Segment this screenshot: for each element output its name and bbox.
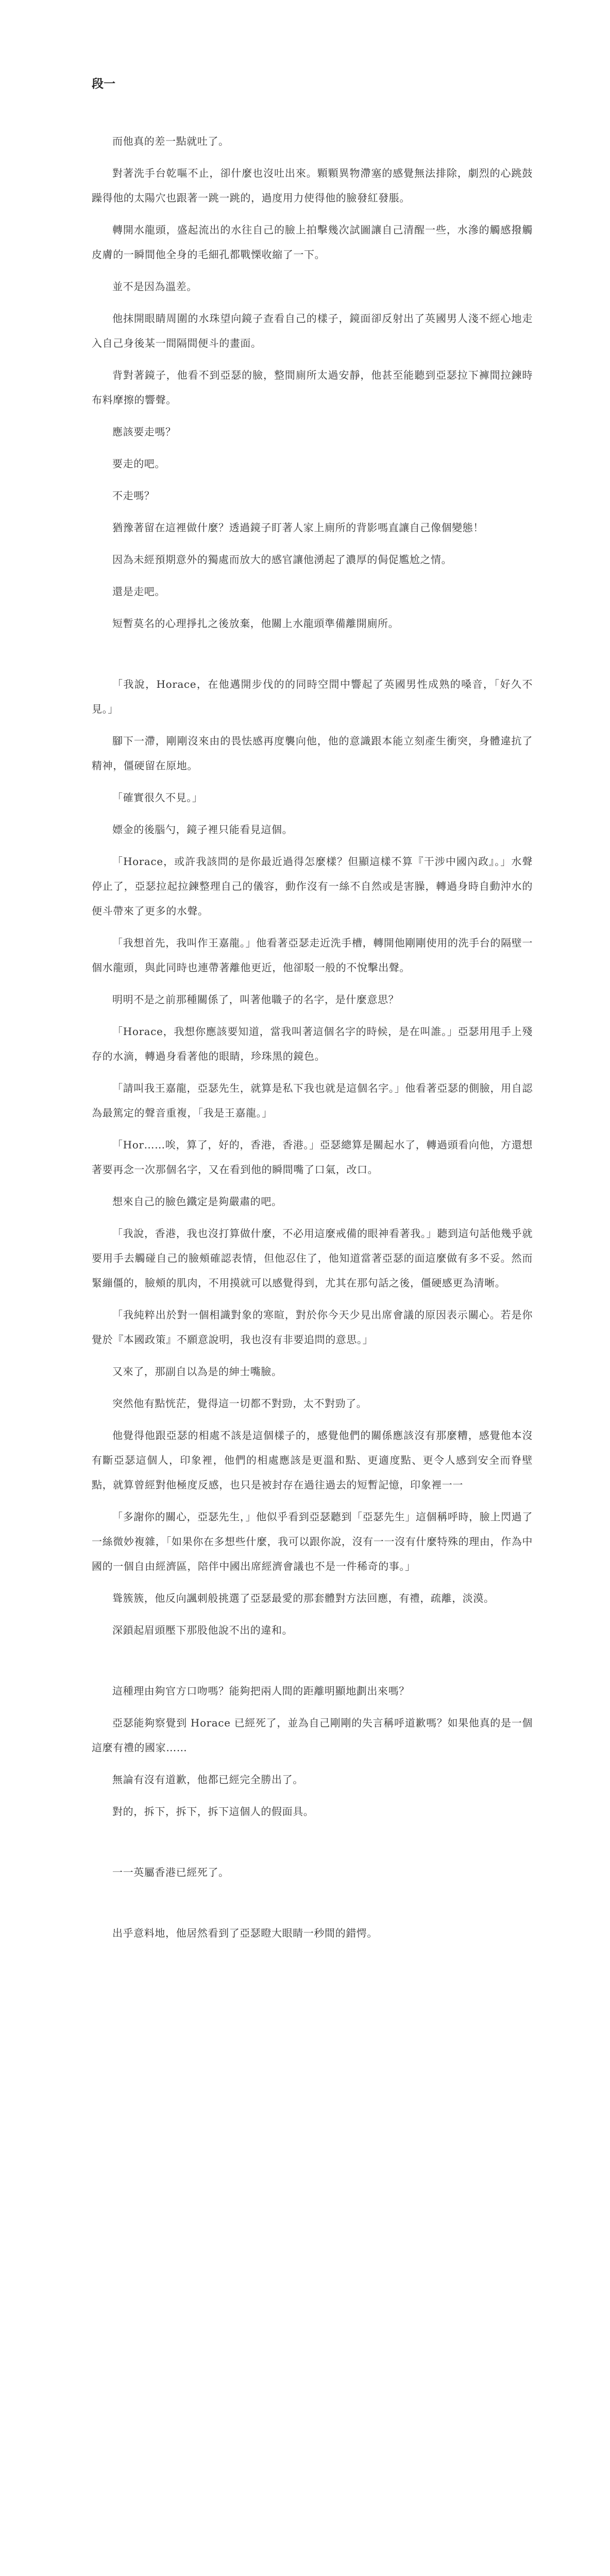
paragraph: 要走的吧。	[112, 457, 165, 470]
paragraph: 轉開水龍頭，盛起流出的水往自己的臉上拍擊幾次試圖讓自己清醒一些，水滲的觸感撥觸皮膚的一瞬間他全身的毛細孔都戰慄收縮了一下。	[92, 223, 533, 261]
section-gap	[92, 1892, 533, 1921]
paragraph: 又來了，那副自以為是的紳士嘴臉。	[112, 1365, 282, 1378]
paragraph: 「Horace，我想你應該要知道，當我叫著這個名字的時候，是在叫誰。」亞瑟用甩手上殘存的水滴，轉過身看著他的眼睛，珍珠黑的鏡色。	[92, 1025, 533, 1062]
paragraph: 亞瑟能夠察覺到 Horace 已經死了，並為自己剛剛的失言稱呼道歉嗎？如果他真的是一個這麼有禮的國家……	[92, 1716, 533, 1754]
paragraph: 應該要走嗎？	[112, 425, 176, 438]
paragraph: 對著洗手台乾嘔不止，卻什麼也沒吐出來。顆顆異物滯塞的感覺無法排除，劇烈的心跳鼓躁得他的太陽穴也跟著一跳一跳的，過度用力使得他的臉發紅發脹。	[92, 166, 533, 204]
paragraph: 並不是因為溫差。	[112, 280, 197, 293]
paragraph: 對的，拆下，拆下，拆下這個人的假面具。	[112, 1805, 314, 1818]
paragraph: 出乎意料地，他居然看到了亞瑟瞪大眼睛一秒間的錯愕。	[112, 1926, 378, 1939]
paragraph: 不走嗎？	[112, 489, 155, 502]
paragraph: 深鎖起眉頭壓下那股他說不出的違和。	[112, 1623, 293, 1636]
section-gap	[92, 1831, 533, 1860]
paragraph: 「我說，Horace，在他邁開步伐的的同時空間中響起了英國男性成熟的嗓音，「好久不見。」	[92, 677, 533, 715]
paragraph: 猶豫著留在這裡做什麼？透過鏡子盯著人家上廁所的背影嗎直讓自己像個變態！	[112, 521, 484, 534]
section-gap	[92, 1650, 533, 1679]
paragraph: 想來自己的臉色鐵定是夠嚴肅的吧。	[112, 1195, 282, 1208]
paragraph: 明明不是之前那種關係了，叫著他職子的名字，是什麼意思？	[112, 993, 399, 1006]
paragraph: 他覺得他跟亞瑟的相處不該是這個樣子的，感覺他們的關係應該沒有那麼糟，感覺他本沒有斷亞瑟這個人，印象裡，他們的相處應該是更溫和點、更適度點、更令人感到安全而脊壁點，就算曾經對他極度反感，也只是被封存在過往過去的短暫記憶，印象裡一一	[92, 1429, 533, 1491]
paragraph: 「確實很久不見。」	[112, 791, 203, 804]
paragraph: 背對著鏡子，他看不到亞瑟的臉，整間廁所太過安靜，他甚至能聽到亞瑟拉下褲間拉鍊時布料摩擦的響聲。	[92, 368, 533, 406]
paragraph: 還是走吧。	[112, 585, 165, 598]
paragraph: 「Hor……唉，算了，好的，香港，香港。」亞瑟總算是關起水了，轉過頭看向他，方還想著要再念一次那個名字，又在看到他的瞬間嘴了口氣，改口。	[92, 1138, 533, 1176]
paragraph: 因為未經預期意外的獨處而放大的感官讓他湧起了濃厚的侷促尷尬之情。	[112, 553, 452, 566]
paragraph: 「Horace，或許我該問的是你最近過得怎麼樣？但顯這樣不算『干涉中國內政』。」水聲停止了，亞瑟拉起拉鍊整理自己的儀容，動作沒有一絲不自然或是害臊，轉過身時自動沖水的便斗帶來了更多的水聲。	[92, 855, 533, 917]
paragraph: 「多謝你的關心，亞瑟先生，」他似乎看到亞瑟聽到「亞瑟先生」這個稱呼時，臉上閃過了一絲微妙複雜，「如果你在多想些什麼，我可以跟你說，沒有一一沒有什麼特殊的理由，作為中國的一個自由經濟區，陪伴中國出席經濟會議也不是一件稀奇的事。」	[92, 1510, 533, 1572]
section-heading: 段一	[92, 77, 115, 91]
paragraph: 突然他有點恍茫，覺得這一切都不對勁，太不對勁了。	[112, 1397, 367, 1410]
section-gap	[92, 643, 533, 672]
paragraph: 腳下一滯，剛剛沒來由的畏怯感再度襲向他，他的意識跟本能立刻產生衝突，身體違抗了精神，僵硬留在原地。	[92, 734, 533, 772]
paragraph: 這種理由夠官方口吻嗎？能夠把兩人間的距離明顯地劃出來嗎？	[112, 1684, 410, 1697]
paragraph: 無論有沒有道歉，他都已經完全勝出了。	[112, 1773, 303, 1786]
paragraph: 「我純粹出於對一個相識對象的寒暄，對於你今天少見出席會議的原因表示關心。若是你覺於『本國政策』不願意說明，我也沒有非要追問的意思。」	[92, 1308, 533, 1346]
paragraph: 短暫莫名的心理掙扎之後放棄，他關上水龍頭準備離開廁所。	[112, 617, 399, 630]
paragraph: 嫖金的後腦勺，鏡子裡只能看見這個。	[112, 823, 293, 836]
paragraph: 一一英屬香港已經死了。	[112, 1866, 229, 1878]
paragraph: 「我說，香港，我也沒打算做什麼，不必用這麼戒備的眼神看著我。」聽到這句話他幾乎就要用手去觸碰自己的臉頰確認表情，但他忍住了，他知道當著亞瑟的面這麼做有多不妥。然而緊繃僵的，臉頰的肌肉，不用摸就可以感覺得到，尤其在那句話之後，僵硬感更為清晰。	[92, 1227, 533, 1289]
paragraph: 而他真的差一點就吐了。	[112, 134, 229, 147]
paragraph: 聳簇簇，他反向諷刺般挑選了亞瑟最愛的那套體對方法回應，有禮，疏離，淡漠。	[112, 1591, 495, 1604]
paragraph: 他抹開眼睛周圍的水珠望向鏡子查看自己的樣子，鏡面卻反射出了英國男人淺不經心地走入自己身後某一間隔間便斗的畫面。	[92, 312, 533, 349]
paragraph: 「請叫我王嘉龍，亞瑟先生，就算是私下我也就是這個名字。」他看著亞瑟的側臉，用自認為最篤定的聲音重複，「我是王嘉龍。」	[92, 1081, 533, 1119]
paragraph: 「我想首先，我叫作王嘉龍。」他看著亞瑟走近洗手槽，轉開他剛剛使用的洗手台的隔壁一個水龍頭，與此同時也連帶著離他更近，他卻駁一般的不悅擊出聲。	[92, 936, 533, 974]
